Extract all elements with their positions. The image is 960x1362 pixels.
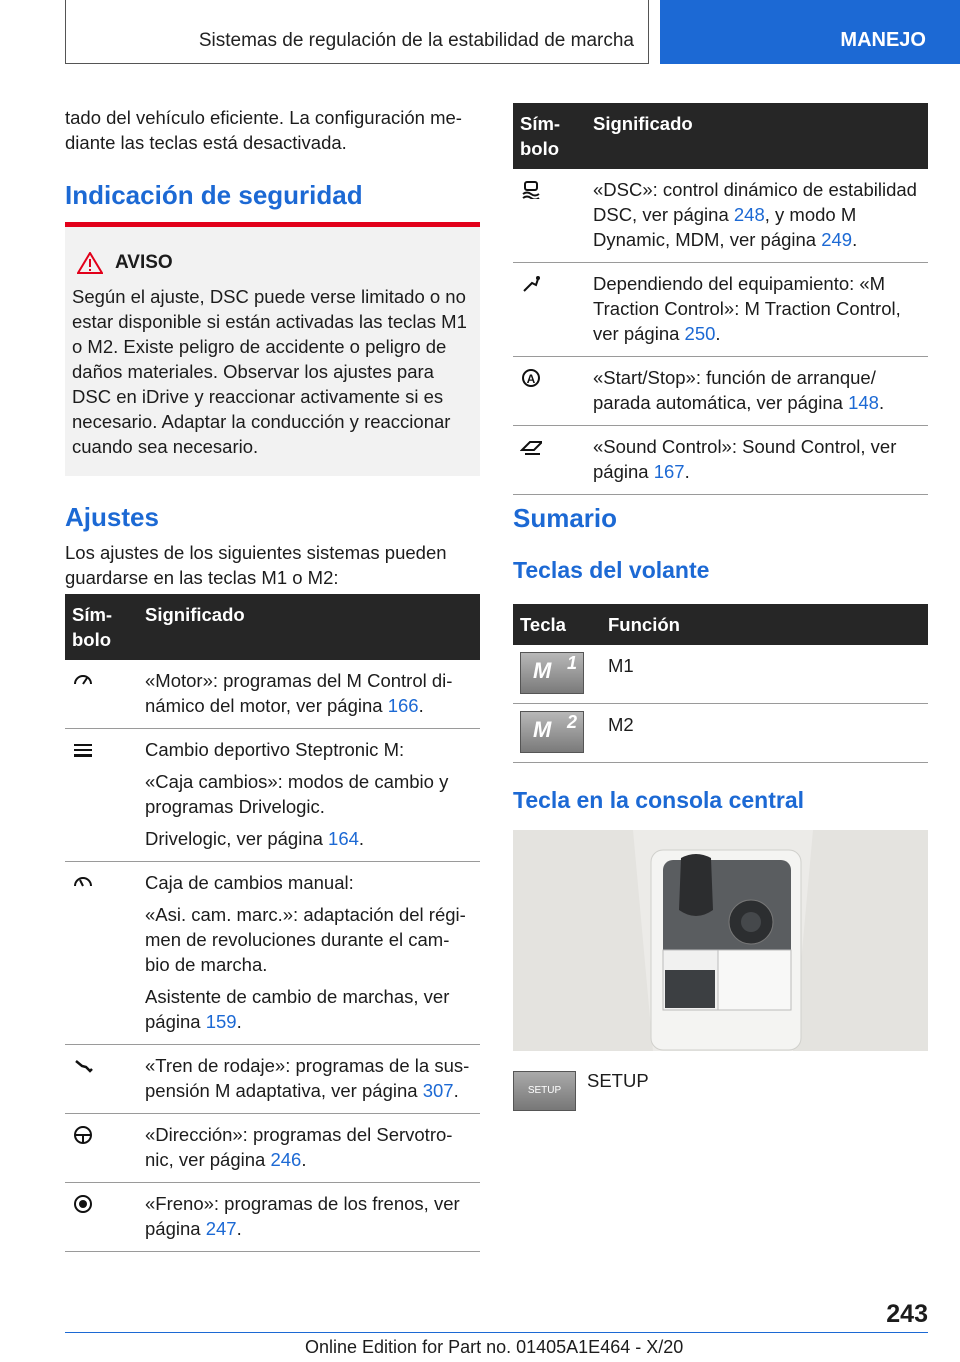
meaning-text	[145, 737, 474, 762]
manual-gearbox-icon	[72, 874, 94, 892]
page-link[interactable]: 249	[821, 229, 853, 250]
summary-heading: Sumario	[513, 503, 618, 533]
key-number: 2	[566, 712, 577, 732]
meaning-line: «Asi. cam. marc.»: adaptación del régi‐ men de revoluciones durante el cam‐ bio de marcha.	[145, 904, 466, 975]
brake-icon	[72, 1195, 94, 1213]
key-number: 1	[566, 653, 577, 673]
page-link[interactable]: 159	[205, 1011, 237, 1032]
symbol-cell	[65, 1114, 138, 1183]
meaning-cell	[138, 1114, 480, 1183]
page-link[interactable]: 307	[422, 1080, 454, 1101]
meaning-line: «Tren de rodaje»: programas de la sus‐ pensión M adaptativa, ver página	[145, 1055, 470, 1101]
settings-row	[65, 1183, 480, 1252]
meaning-text: Drivelogic, ver página 164.	[145, 828, 365, 849]
meaning-text: «Freno»: programas de los frenos, ver página 247.	[145, 1193, 460, 1239]
center-console-image	[513, 830, 928, 1051]
settings-heading: Ajustes	[65, 502, 159, 532]
meaning-text	[145, 902, 474, 977]
warning-text: Según el ajuste, DSC puede verse limitado o no estar disponible si están activadas las teclas M1 o M2. Existe peligro de accidente o peligro de daños materiales. Observar los ajustes para DSC en iDrive y reaccionar activamente si es necesario. Adaptar la conducción y reaccionar cuando sea necesario.	[72, 286, 467, 457]
meaning-cell	[138, 862, 480, 1045]
meaning-cell	[586, 169, 928, 263]
gearbox-icon	[72, 741, 94, 759]
key-letter: M	[533, 717, 552, 742]
keys-table	[513, 604, 928, 763]
symbol-cell	[513, 357, 586, 426]
meaning-line: , y modo M Dynamic, MDM, ver página	[593, 204, 857, 250]
key-row	[513, 645, 928, 704]
wheel-keys-heading: Teclas del volante	[513, 557, 710, 583]
col-meaning-2: Significado	[586, 103, 928, 169]
meaning-line: «Motor»: programas del M Control di‐ námico del motor, ver página	[145, 670, 453, 716]
page-link[interactable]: 246	[270, 1149, 302, 1170]
meaning-text: Dependiendo del equipamiento: «M Traction Control»: M Traction Control, ver página 250.	[593, 273, 901, 344]
meaning-text: «Motor»: programas del M Control di‐ námico del motor, ver página 166.	[145, 670, 453, 716]
meaning-line: «DSC»: control dinámico de estabilidad DSC, ver página	[593, 179, 917, 225]
traction-icon	[520, 275, 542, 293]
settings-table	[65, 594, 480, 1252]
warning-triangle-icon	[77, 252, 103, 274]
symbol-cell	[513, 263, 586, 357]
page-link[interactable]: 166	[387, 695, 419, 716]
steering-icon	[72, 1126, 94, 1144]
meaning-line: «Dirección»: programas del Servotro‐ nic, ver página	[145, 1124, 453, 1170]
function-cell: M2	[601, 704, 928, 763]
svg-text:A: A	[526, 372, 536, 386]
symbol-cell	[513, 169, 586, 263]
suspension-icon	[72, 1057, 94, 1075]
symbol-cell	[65, 1045, 138, 1114]
key-cell	[513, 645, 601, 704]
dsc-icon	[520, 181, 542, 199]
col-symbol-2: Sím‐ bolo	[513, 103, 586, 169]
warning-label: AVISO	[115, 252, 173, 273]
symbol-cell	[65, 1183, 138, 1252]
meaning-text	[145, 769, 474, 819]
col-symbol: Sím‐ bolo	[65, 594, 138, 660]
warning-box	[65, 222, 480, 476]
meaning-line: «Caja cambios»: modos de cambio y programas Drivelogic.	[145, 771, 449, 817]
meaning-text: «DSC»: control dinámico de estabilidad DSC, ver página 248, y modo M Dynamic, MDM, ver página 249.	[593, 179, 917, 250]
center-console-illustration	[513, 830, 928, 1051]
header-section-tab[interactable]	[660, 0, 960, 64]
setup-key-button[interactable]: SETUP	[513, 1071, 576, 1111]
settings-table-continued	[513, 103, 928, 495]
header-tab-label: MANEJO	[840, 29, 926, 51]
meaning-cell	[138, 1045, 480, 1114]
meaning-text: «Sound Control»: Sound Control, ver página 167.	[593, 436, 897, 482]
meaning-line: Cambio deportivo Steptronic M:	[145, 739, 405, 760]
col-function: Función	[601, 604, 928, 645]
meaning-line: «Start/Stop»: función de arranque/ parada automática, ver página	[593, 367, 876, 413]
footer-divider	[65, 1332, 928, 1333]
setup-label: SETUP	[587, 1070, 649, 1091]
sound-icon	[520, 438, 542, 456]
settings-row	[65, 729, 480, 862]
meaning-cell	[138, 729, 480, 862]
settings-row	[65, 862, 480, 1045]
meaning-line: «Freno»: programas de los frenos, ver página	[145, 1193, 460, 1239]
page-link[interactable]: 167	[653, 461, 685, 482]
header-title-box	[65, 0, 649, 64]
symbol-cell	[513, 426, 586, 495]
engine-icon	[72, 672, 94, 690]
meaning-line: «Sound Control»: Sound Control, ver página	[593, 436, 897, 482]
meaning-text	[145, 870, 474, 895]
start-stop-icon	[520, 369, 542, 387]
settings-cont-row	[513, 426, 928, 495]
meaning-cell	[138, 1183, 480, 1252]
settings-row	[65, 1114, 480, 1183]
page-link[interactable]: 148	[848, 392, 879, 413]
meaning-text: «Start/Stop»: función de arranque/ parada automática, ver página 148.	[593, 367, 885, 413]
meaning-line: Caja de cambios manual:	[145, 872, 354, 893]
function-cell: M1	[601, 645, 928, 704]
settings-text: Los ajustes de los siguientes sistemas pueden guardarse en las teclas M1 o M2:	[65, 542, 447, 588]
header-title: Sistemas de regulación de la estabilidad de marcha	[198, 30, 634, 51]
symbol-cell	[65, 862, 138, 1045]
col-meaning: Significado	[138, 594, 480, 660]
footer-edition: Online Edition for Part no. 01405A1E464 - X/20	[305, 1337, 684, 1357]
page-link[interactable]: 248	[733, 204, 765, 225]
settings-cont-row	[513, 169, 928, 263]
meaning-text: «Dirección»: programas del Servotro‐ nic, ver página 246.	[145, 1124, 453, 1170]
settings-row	[65, 1045, 480, 1114]
meaning-line: Dependiendo del equipamiento: «M Traction Control»: M Traction Control, ver página	[593, 273, 901, 344]
meaning-cell	[586, 426, 928, 495]
meaning-cell	[586, 263, 928, 357]
key-row	[513, 704, 928, 763]
meaning-text: «Tren de rodaje»: programas de la sus‐ pensión M adaptativa, ver página 307.	[145, 1055, 470, 1101]
m-key-button[interactable]	[520, 711, 584, 753]
key-letter: M	[533, 658, 552, 683]
meaning-line: Drivelogic, ver página	[145, 828, 329, 849]
intro-text: tado del vehículo eficiente. La configuración me‐ diante las teclas está desactivada.	[65, 107, 462, 153]
console-key-heading: Tecla en la consola central	[513, 787, 805, 813]
symbol-cell	[65, 660, 138, 729]
m-key-button[interactable]	[520, 652, 584, 694]
settings-cont-row	[513, 263, 928, 357]
page-link[interactable]: 250	[684, 323, 716, 344]
meaning-line: Asistente de cambio de marchas, ver página	[145, 986, 450, 1032]
meaning-text: Asistente de cambio de marchas, ver página 159.	[145, 986, 450, 1032]
safety-heading: Indicación de seguridad	[65, 180, 363, 210]
settings-cont-row	[513, 357, 928, 426]
meaning-cell	[586, 357, 928, 426]
page-link[interactable]: 164	[328, 828, 359, 849]
symbol-cell	[65, 729, 138, 862]
meaning-cell	[138, 660, 480, 729]
warning-header	[77, 252, 173, 274]
key-cell	[513, 704, 601, 763]
col-key: Tecla	[513, 604, 601, 645]
page-number: 243	[886, 1300, 928, 1328]
page-link[interactable]: 247	[205, 1218, 237, 1239]
settings-row	[65, 660, 480, 729]
